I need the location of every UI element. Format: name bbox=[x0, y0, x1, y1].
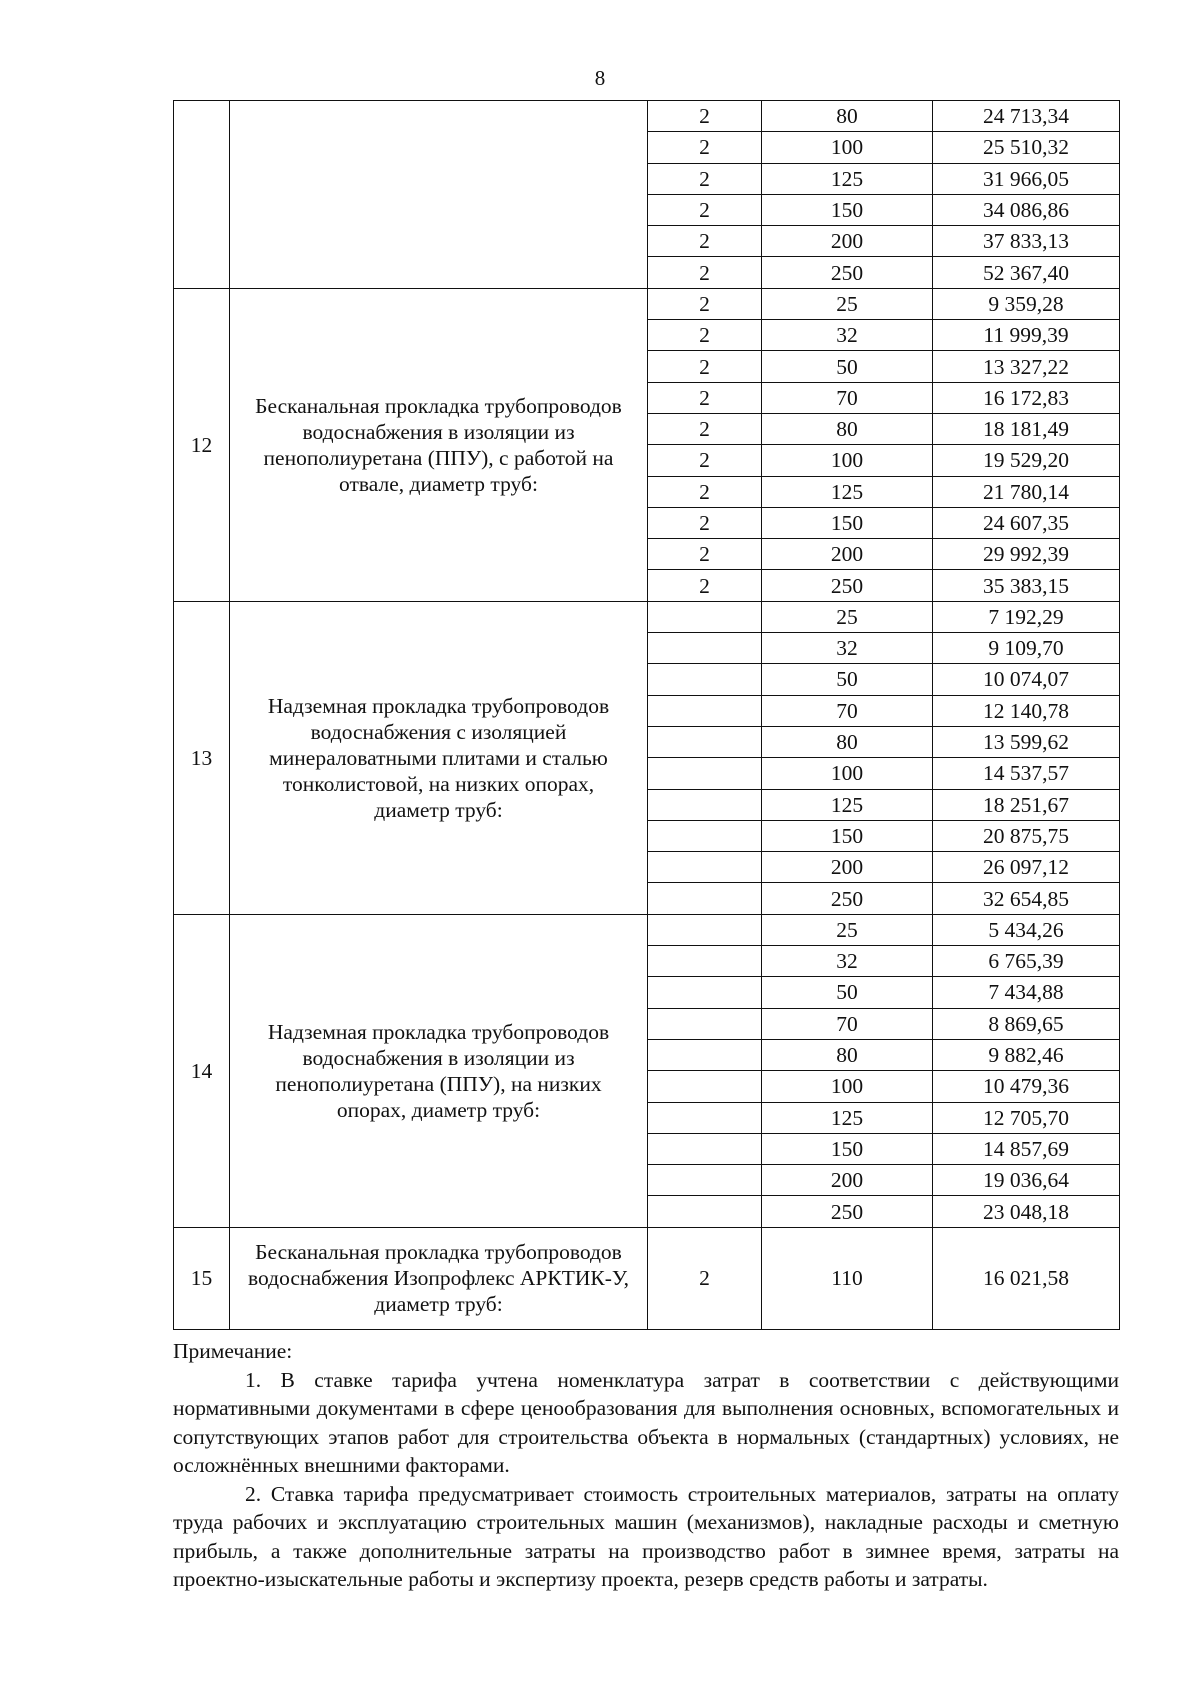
quantity-cell bbox=[648, 1039, 762, 1070]
price-cell: 9 359,28 bbox=[933, 288, 1120, 319]
diameter-cell: 32 bbox=[762, 946, 933, 977]
item-number-cell: 15 bbox=[174, 1227, 230, 1329]
quantity-cell: 2 bbox=[648, 507, 762, 538]
quantity-cell bbox=[648, 789, 762, 820]
price-cell: 13 599,62 bbox=[933, 726, 1120, 757]
quantity-cell: 2 bbox=[648, 445, 762, 476]
description-cell: Бесканальная прокладка трубопроводов водоснабжения Изопрофлекс АРКТИК-У, диаметр труб: bbox=[230, 1227, 648, 1329]
diameter-cell: 50 bbox=[762, 977, 933, 1008]
diameter-cell: 250 bbox=[762, 257, 933, 288]
price-cell: 14 537,57 bbox=[933, 758, 1120, 789]
price-cell: 12 140,78 bbox=[933, 695, 1120, 726]
diameter-cell: 200 bbox=[762, 852, 933, 883]
quantity-cell: 2 bbox=[648, 257, 762, 288]
table-row bbox=[174, 101, 1120, 132]
quantity-cell bbox=[648, 633, 762, 664]
diameter-cell: 50 bbox=[762, 664, 933, 695]
notes-heading: Примечание: bbox=[173, 1339, 293, 1363]
quantity-cell: 2 bbox=[648, 413, 762, 444]
diameter-cell: 80 bbox=[762, 1039, 933, 1070]
diameter-cell: 100 bbox=[762, 445, 933, 476]
price-cell: 10 479,36 bbox=[933, 1071, 1120, 1102]
diameter-cell: 125 bbox=[762, 789, 933, 820]
description-cell: Надземная прокладка трубопроводов водоснабжения с изоляцией минераловатными плитами и сталью тонколистовой, на низких опорах, диаметр труб: bbox=[230, 601, 648, 914]
price-cell: 7 192,29 bbox=[933, 601, 1120, 632]
price-cell: 35 383,15 bbox=[933, 570, 1120, 601]
price-cell: 19 036,64 bbox=[933, 1165, 1120, 1196]
quantity-cell bbox=[648, 1133, 762, 1164]
price-cell: 16 172,83 bbox=[933, 382, 1120, 413]
diameter-cell: 100 bbox=[762, 1071, 933, 1102]
diameter-cell: 200 bbox=[762, 1165, 933, 1196]
quantity-cell bbox=[648, 1165, 762, 1196]
note-item-1: 1. В ставке тарифа учтена номенклатура затрат в соответствии с действующими нормативными документами в сфере ценообразования для выполнения основных, вспомогательных и сопутствующих этапов работ для строительства объекта в нормальных (стандартных) условиях, не осложнённых внешними факторами. bbox=[173, 1367, 1119, 1477]
diameter-cell: 80 bbox=[762, 101, 933, 132]
diameter-cell: 150 bbox=[762, 1133, 933, 1164]
quantity-cell bbox=[648, 820, 762, 851]
quantity-cell: 2 bbox=[648, 288, 762, 319]
price-cell: 37 833,13 bbox=[933, 226, 1120, 257]
diameter-cell: 25 bbox=[762, 601, 933, 632]
description-cell: Надземная прокладка трубопроводов водоснабжения в изоляции из пенополиуретана (ППУ), на низких опорах, диаметр труб: bbox=[230, 914, 648, 1227]
price-cell: 29 992,39 bbox=[933, 539, 1120, 570]
quantity-cell bbox=[648, 726, 762, 757]
diameter-cell: 250 bbox=[762, 883, 933, 914]
quantity-cell bbox=[648, 1008, 762, 1039]
page-number: 8 bbox=[594, 66, 606, 90]
quantity-cell bbox=[648, 852, 762, 883]
price-cell: 21 780,14 bbox=[933, 476, 1120, 507]
price-cell: 20 875,75 bbox=[933, 820, 1120, 851]
diameter-cell: 70 bbox=[762, 695, 933, 726]
diameter-cell: 125 bbox=[762, 163, 933, 194]
diameter-cell: 100 bbox=[762, 132, 933, 163]
diameter-cell: 150 bbox=[762, 507, 933, 538]
price-cell: 13 327,22 bbox=[933, 351, 1120, 382]
price-cell: 18 251,67 bbox=[933, 789, 1120, 820]
quantity-cell: 2 bbox=[648, 539, 762, 570]
item-number-cell: 13 bbox=[174, 601, 230, 914]
diameter-cell: 70 bbox=[762, 382, 933, 413]
price-cell: 52 367,40 bbox=[933, 257, 1120, 288]
diameter-cell: 125 bbox=[762, 1102, 933, 1133]
note-item-2: 2. Ставка тарифа предусматривает стоимость строительных материалов, затраты на оплату труда рабочих и эксплуатацию строительных машин (механизмов), накладные расходы и сметную прибыль, а также дополнительные затраты на производство работ в зимнее время, затраты на проектно-изыскательные работы и экспертизу проекта, резерв средств работы и затраты. bbox=[173, 1481, 1119, 1591]
quantity-cell: 2 bbox=[648, 163, 762, 194]
item-number-cell bbox=[174, 101, 230, 289]
price-cell: 34 086,86 bbox=[933, 194, 1120, 225]
quantity-cell bbox=[648, 601, 762, 632]
quantity-cell: 2 bbox=[648, 226, 762, 257]
quantity-cell: 2 bbox=[648, 132, 762, 163]
table-row bbox=[174, 288, 1120, 319]
quantity-cell bbox=[648, 946, 762, 977]
diameter-cell: 70 bbox=[762, 1008, 933, 1039]
diameter-cell: 125 bbox=[762, 476, 933, 507]
diameter-cell: 32 bbox=[762, 320, 933, 351]
price-cell: 19 529,20 bbox=[933, 445, 1120, 476]
price-cell: 12 705,70 bbox=[933, 1102, 1120, 1133]
diameter-cell: 25 bbox=[762, 288, 933, 319]
diameter-cell: 80 bbox=[762, 413, 933, 444]
price-cell: 5 434,26 bbox=[933, 914, 1120, 945]
quantity-cell: 2 bbox=[648, 382, 762, 413]
price-cell: 11 999,39 bbox=[933, 320, 1120, 351]
quantity-cell bbox=[648, 758, 762, 789]
diameter-cell: 200 bbox=[762, 226, 933, 257]
price-cell: 8 869,65 bbox=[933, 1008, 1120, 1039]
diameter-cell: 150 bbox=[762, 194, 933, 225]
quantity-cell: 2 bbox=[648, 1227, 762, 1329]
diameter-cell: 150 bbox=[762, 820, 933, 851]
notes-section bbox=[173, 1337, 1119, 1594]
table-row bbox=[174, 601, 1120, 632]
item-number-cell: 14 bbox=[174, 914, 230, 1227]
price-cell: 24 607,35 bbox=[933, 507, 1120, 538]
description-cell: Бесканальная прокладка трубопроводов водоснабжения в изоляции из пенополиуретана (ППУ), с работой на отвале, диаметр труб: bbox=[230, 288, 648, 601]
quantity-cell bbox=[648, 914, 762, 945]
price-cell: 10 074,07 bbox=[933, 664, 1120, 695]
table-row bbox=[174, 1227, 1120, 1329]
diameter-cell: 110 bbox=[762, 1227, 933, 1329]
diameter-cell: 250 bbox=[762, 1196, 933, 1227]
diameter-cell: 25 bbox=[762, 914, 933, 945]
description-cell bbox=[230, 101, 648, 289]
diameter-cell: 100 bbox=[762, 758, 933, 789]
quantity-cell: 2 bbox=[648, 320, 762, 351]
quantity-cell bbox=[648, 977, 762, 1008]
quantity-cell: 2 bbox=[648, 194, 762, 225]
price-cell: 23 048,18 bbox=[933, 1196, 1120, 1227]
price-cell: 9 109,70 bbox=[933, 633, 1120, 664]
price-cell: 32 654,85 bbox=[933, 883, 1120, 914]
price-cell: 16 021,58 bbox=[933, 1227, 1120, 1329]
price-cell: 26 097,12 bbox=[933, 852, 1120, 883]
item-number-cell: 12 bbox=[174, 288, 230, 601]
quantity-cell bbox=[648, 1071, 762, 1102]
diameter-cell: 250 bbox=[762, 570, 933, 601]
price-cell: 25 510,32 bbox=[933, 132, 1120, 163]
quantity-cell bbox=[648, 664, 762, 695]
quantity-cell bbox=[648, 883, 762, 914]
quantity-cell bbox=[648, 1196, 762, 1227]
tariff-table bbox=[173, 100, 1120, 1330]
quantity-cell: 2 bbox=[648, 351, 762, 382]
price-cell: 31 966,05 bbox=[933, 163, 1120, 194]
quantity-cell: 2 bbox=[648, 476, 762, 507]
quantity-cell: 2 bbox=[648, 101, 762, 132]
price-cell: 24 713,34 bbox=[933, 101, 1120, 132]
quantity-cell: 2 bbox=[648, 570, 762, 601]
diameter-cell: 50 bbox=[762, 351, 933, 382]
price-cell: 9 882,46 bbox=[933, 1039, 1120, 1070]
quantity-cell bbox=[648, 695, 762, 726]
price-cell: 7 434,88 bbox=[933, 977, 1120, 1008]
table-row bbox=[174, 914, 1120, 945]
diameter-cell: 80 bbox=[762, 726, 933, 757]
price-cell: 14 857,69 bbox=[933, 1133, 1120, 1164]
diameter-cell: 32 bbox=[762, 633, 933, 664]
diameter-cell: 200 bbox=[762, 539, 933, 570]
price-cell: 18 181,49 bbox=[933, 413, 1120, 444]
price-cell: 6 765,39 bbox=[933, 946, 1120, 977]
quantity-cell bbox=[648, 1102, 762, 1133]
